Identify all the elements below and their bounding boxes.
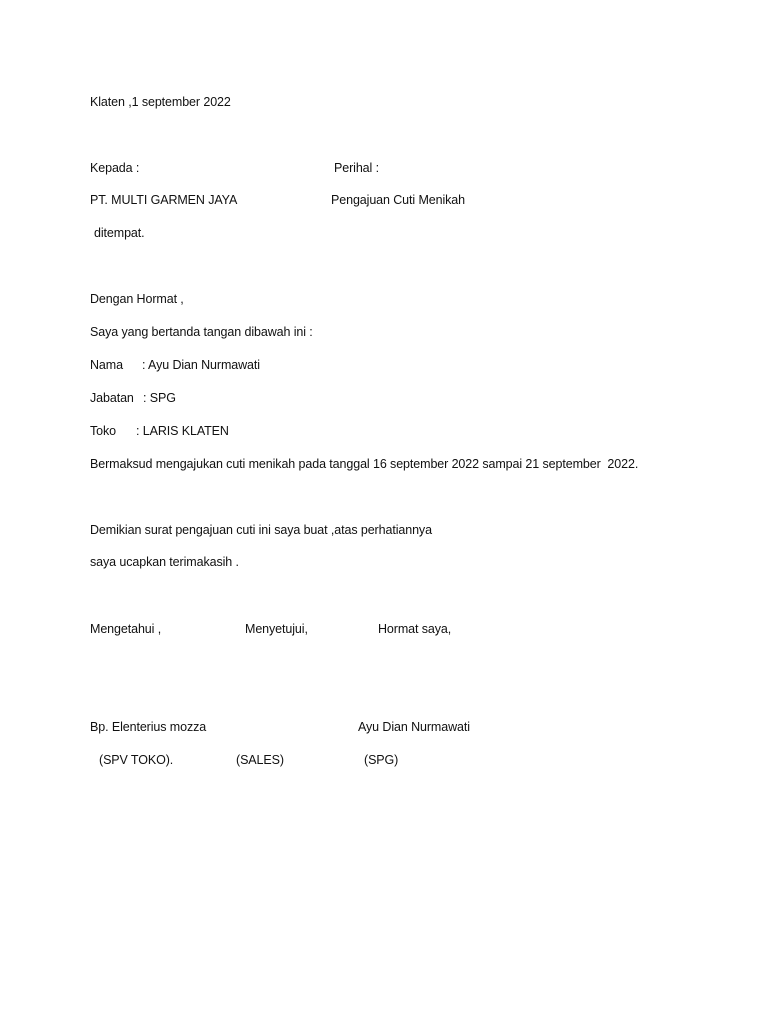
- toko-value: : LARIS KLATEN: [136, 424, 229, 438]
- body-text: Bermaksud mengajukan cuti menikah pada tanggal 16 september 2022 sampai 21 september 2022.: [90, 457, 639, 471]
- sign-menyetujui: Menyetujui,: [245, 622, 308, 636]
- sign-mengetahui: Mengetahui ,: [90, 622, 162, 636]
- signer-role-right: (SPG): [364, 753, 399, 767]
- intro: Saya yang bertanda tangan dibawah ini :: [90, 325, 313, 339]
- jabatan-value: : SPG: [143, 391, 176, 405]
- nama-value: : Ayu Dian Nurmawati: [142, 358, 260, 372]
- subject-label: Perihal :: [334, 161, 379, 175]
- subject: Pengajuan Cuti Menikah: [331, 193, 466, 207]
- place-date: Klaten ,1 september 2022: [90, 95, 231, 109]
- to-label: Kepada :: [90, 161, 140, 175]
- signer-name-right: Ayu Dian Nurmawati: [358, 720, 470, 734]
- closing-line-2: saya ucapkan terimakasih .: [90, 555, 239, 569]
- greeting: Dengan Hormat ,: [90, 292, 184, 306]
- toko-label: Toko: [90, 424, 117, 438]
- nama-label: Nama: [90, 358, 123, 372]
- signer-name-left: Bp. Elenterius mozza: [90, 720, 207, 734]
- recipient: PT. MULTI GARMEN JAYA: [90, 193, 238, 207]
- signer-role-middle: (SALES): [236, 753, 284, 767]
- sign-hormat: Hormat saya,: [378, 622, 452, 636]
- closing-line-1: Demikian surat pengajuan cuti ini saya buat ,atas perhatiannya: [90, 523, 432, 537]
- signer-role-left: (SPV TOKO).: [99, 753, 174, 767]
- jabatan-label: Jabatan: [90, 391, 134, 405]
- recipient-location: ditempat.: [94, 226, 145, 240]
